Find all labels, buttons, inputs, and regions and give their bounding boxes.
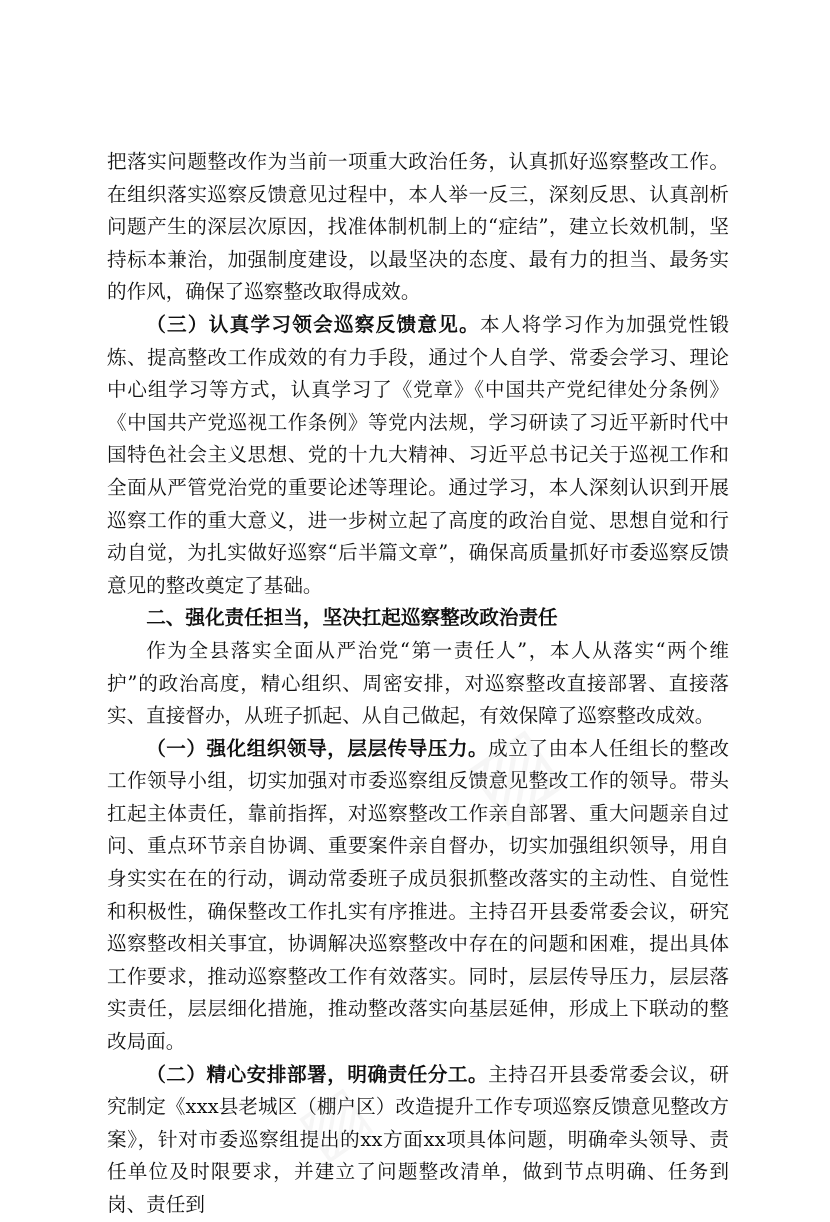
paragraph-2-lead: （三）认真学习领会巡察反馈意见。 [146,312,480,336]
section-heading-2: 二、强化责任担当，坚决扛起巡察整改政治责任 [146,606,558,630]
paragraph-5-body: 主持召开县委常委会议，研究制定《xxx县老城区（棚户区）改造提升工作专项巡察反馈意见整改方案》，针对市委巡察组提出的xx方面xx项具体问题，明确牵头领导、责任单位及时限要求，并建立了问题整改清单，做到节点明确、任务到岗、责任到 [107,1062,730,1216]
paragraph-4-lead: （一）强化组织领导，层层传导压力。 [146,736,489,760]
document-page [107,146,729,1222]
paragraph-5-lead: （二）精心安排部署，明确责任分工。 [146,1062,489,1086]
paragraph-2-body: 本人将学习作为加强党性锻炼、提高整改工作成效的有力手段，通过个人自学、常委会学习、理论中心组学习等方式，认真学习了《党章》《中国共产党纪律处分条例》《中国共产党巡视工作条例》等党内法规，学习研读了习近平新时代中国特色社会主义思想、党的十九大精神、习近平总书记关于巡视工作和全面从严管党治党的重要论述等理论。通过学习，本人深刻认识到开展巡察工作的重大意义，进一步树立起了高度的政治自觉、思想自觉和行动自觉，为扎实做好巡察“后半篇文章”，确保高质量抓好市委巡察反馈意见的整改奠定了基础。 [107,312,730,597]
paragraph-4-body: 成立了由本人任组长的整改工作领导小组，切实加强对市委巡察组反馈意见整改工作的领导。带头扛起主体责任，靠前指挥，对巡察整改工作亲自部署、重大问题亲自过问、重点环节亲自协调、重要案件亲自督办，切实加强组织领导，用自身实实在在的行动，调动常委班子成员狠抓整改落实的主动性、自觉性和积极性，确保整改工作扎实有序推进。主持召开县委常委会议，研究巡察整改相关事宜，协调解决巡察整改中存在的问题和困难，提出具体工作要求，推动巡察整改工作有效落实。同时，层层传导压力，层层落实责任，层层细化措施，推动整改落实向基层延伸，形成上下联动的整改局面。 [107,736,730,1054]
paragraph-5 [107,1059,729,1222]
paragraph-2 [107,309,729,602]
paragraph-4 [107,733,729,1059]
paragraph-3: 作为全县落实全面从严治党“第一责任人”，本人从落实“两个维护”的政治高度，精心组织、周密安排，对巡察整改直接部署、直接落实、直接督办，从班子抓起、从自己做起，有效保障了巡察整改成效。 [107,638,729,728]
paragraph-1: 把落实问题整改作为当前一项重大政治任务，认真抓好巡察整改工作。在组织落实巡察反馈意见过程中，本人举一反三，深刻反思、认真剖析问题产生的深层次原因，找准体制机制上的“症结”，建立长效机制，坚持标本兼治，加强制度建设，以最坚决的态度、最有力的担当、最务实的作风，确保了巡察整改取得成效。 [107,150,729,304]
